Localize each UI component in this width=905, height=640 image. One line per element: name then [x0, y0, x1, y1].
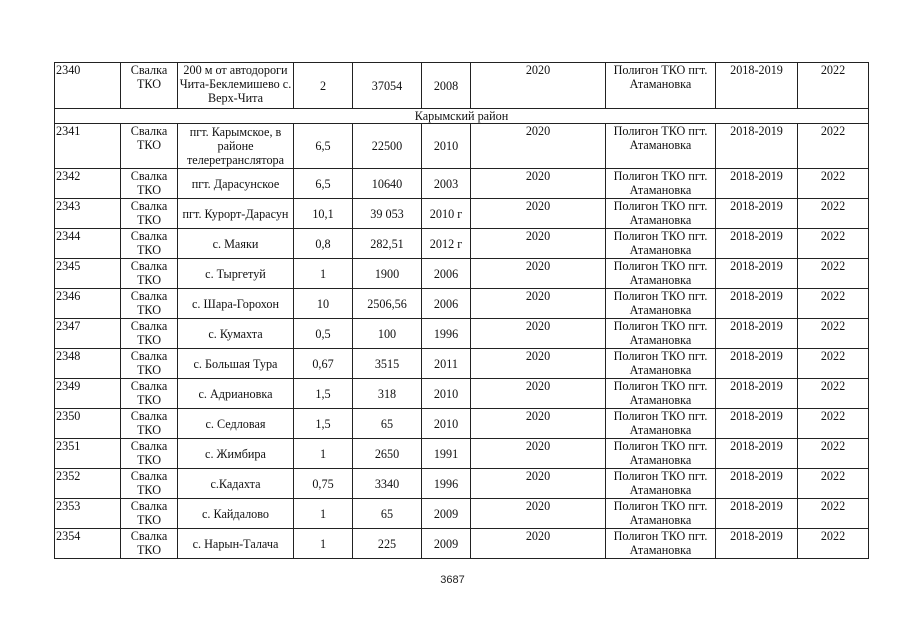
row-number: 2350: [55, 409, 121, 439]
end-year: 2022: [798, 379, 869, 409]
table-row: [55, 379, 869, 409]
end-year: 2022: [798, 229, 869, 259]
target-facility: Полигон ТКО пгт. Атамановка: [606, 529, 716, 559]
object-type: Свалка ТКО: [121, 124, 178, 169]
work-period: 2018-2019: [716, 63, 798, 109]
end-year: 2022: [798, 439, 869, 469]
row-number: 2352: [55, 469, 121, 499]
target-facility: Полигон ТКО пгт. Атамановка: [606, 349, 716, 379]
object-area: 0,5: [294, 319, 353, 349]
target-facility: Полигон ТКО пгт. Атамановка: [606, 199, 716, 229]
closure-year: 2020: [471, 499, 606, 529]
object-volume: 10640: [353, 169, 422, 199]
object-volume: 282,51: [353, 229, 422, 259]
table-row: [55, 124, 869, 169]
section-title: Карымский район: [55, 109, 869, 124]
end-year: 2022: [798, 63, 869, 109]
table-row: [55, 499, 869, 529]
object-type: Свалка ТКО: [121, 349, 178, 379]
object-location: с. Нарын-Талача: [178, 529, 294, 559]
object-location: пгт. Карымское, в районе телеретранслятора: [178, 124, 294, 169]
object-year: 2010: [422, 409, 471, 439]
object-location: с. Шара-Горохон: [178, 289, 294, 319]
work-period: 2018-2019: [716, 199, 798, 229]
work-period: 2018-2019: [716, 319, 798, 349]
object-location: 200 м от автодороги Чита-Беклемишево с. Верх-Чита: [178, 63, 294, 109]
object-area: 6,5: [294, 169, 353, 199]
target-facility: Полигон ТКО пгт. Атамановка: [606, 259, 716, 289]
object-type: Свалка ТКО: [121, 409, 178, 439]
object-year: 1991: [422, 439, 471, 469]
object-type: Свалка ТКО: [121, 529, 178, 559]
object-area: 10: [294, 289, 353, 319]
object-type: Свалка ТКО: [121, 259, 178, 289]
section-row: [55, 109, 869, 124]
object-location: пгт. Курорт-Дарасун: [178, 199, 294, 229]
object-area: 2: [294, 63, 353, 109]
work-period: 2018-2019: [716, 124, 798, 169]
object-year: 2006: [422, 259, 471, 289]
work-period: 2018-2019: [716, 349, 798, 379]
object-year: 2009: [422, 499, 471, 529]
work-period: 2018-2019: [716, 379, 798, 409]
table-row: [55, 63, 869, 109]
object-type: Свалка ТКО: [121, 63, 178, 109]
end-year: 2022: [798, 259, 869, 289]
page-number: 3687: [440, 574, 465, 586]
object-location: с. Большая Тура: [178, 349, 294, 379]
object-volume: 2506,56: [353, 289, 422, 319]
table-row: [55, 439, 869, 469]
end-year: 2022: [798, 169, 869, 199]
object-location: с. Маяки: [178, 229, 294, 259]
object-area: 1,5: [294, 409, 353, 439]
row-number: 2342: [55, 169, 121, 199]
object-type: Свалка ТКО: [121, 169, 178, 199]
object-area: 1: [294, 439, 353, 469]
row-number: 2346: [55, 289, 121, 319]
object-location: пгт. Дарасунское: [178, 169, 294, 199]
work-period: 2018-2019: [716, 229, 798, 259]
closure-year: 2020: [471, 169, 606, 199]
work-period: 2018-2019: [716, 289, 798, 319]
object-area: 0,8: [294, 229, 353, 259]
target-facility: Полигон ТКО пгт. Атамановка: [606, 124, 716, 169]
target-facility: Полигон ТКО пгт. Атамановка: [606, 409, 716, 439]
closure-year: 2020: [471, 469, 606, 499]
work-period: 2018-2019: [716, 169, 798, 199]
object-location: с. Кайдалово: [178, 499, 294, 529]
closure-year: 2020: [471, 349, 606, 379]
object-volume: 65: [353, 409, 422, 439]
table-row: [55, 529, 869, 559]
row-number: 2340: [55, 63, 121, 109]
object-location: с. Седловая: [178, 409, 294, 439]
end-year: 2022: [798, 469, 869, 499]
object-volume: 1900: [353, 259, 422, 289]
table-body: [55, 124, 869, 559]
closure-year: 2020: [471, 229, 606, 259]
object-year: 1996: [422, 319, 471, 349]
target-facility: Полигон ТКО пгт. Атамановка: [606, 229, 716, 259]
object-volume: 3515: [353, 349, 422, 379]
end-year: 2022: [798, 319, 869, 349]
target-facility: Полигон ТКО пгт. Атамановка: [606, 169, 716, 199]
object-year: 1996: [422, 469, 471, 499]
closure-year: 2020: [471, 439, 606, 469]
object-volume: 100: [353, 319, 422, 349]
closure-year: 2020: [471, 319, 606, 349]
target-facility: Полигон ТКО пгт. Атамановка: [606, 289, 716, 319]
work-period: 2018-2019: [716, 409, 798, 439]
table-row: [55, 349, 869, 379]
object-volume: 65: [353, 499, 422, 529]
target-facility: Полигон ТКО пгт. Атамановка: [606, 63, 716, 109]
object-volume: 3340: [353, 469, 422, 499]
target-facility: Полигон ТКО пгт. Атамановка: [606, 319, 716, 349]
table-row: [55, 169, 869, 199]
object-year: 2012 г: [422, 229, 471, 259]
object-area: 1: [294, 529, 353, 559]
closure-year: 2020: [471, 529, 606, 559]
table-row: [55, 199, 869, 229]
end-year: 2022: [798, 529, 869, 559]
closure-year: 2020: [471, 379, 606, 409]
closure-year: 2020: [471, 199, 606, 229]
target-facility: Полигон ТКО пгт. Атамановка: [606, 469, 716, 499]
target-facility: Полигон ТКО пгт. Атамановка: [606, 439, 716, 469]
object-volume: 318: [353, 379, 422, 409]
row-number: 2345: [55, 259, 121, 289]
object-location: с.Кадахта: [178, 469, 294, 499]
row-number: 2343: [55, 199, 121, 229]
table-row: [55, 229, 869, 259]
object-year: 2010: [422, 124, 471, 169]
row-number: 2347: [55, 319, 121, 349]
row-number: 2341: [55, 124, 121, 169]
closure-year: 2020: [471, 409, 606, 439]
object-type: Свалка ТКО: [121, 289, 178, 319]
row-number: 2353: [55, 499, 121, 529]
object-volume: 22500: [353, 124, 422, 169]
object-location: с. Адриановка: [178, 379, 294, 409]
row-number: 2349: [55, 379, 121, 409]
object-year: 2010: [422, 379, 471, 409]
object-year: 2009: [422, 529, 471, 559]
closure-year: 2020: [471, 289, 606, 319]
object-year: 2006: [422, 289, 471, 319]
target-facility: Полигон ТКО пгт. Атамановка: [606, 379, 716, 409]
end-year: 2022: [798, 199, 869, 229]
object-area: 10,1: [294, 199, 353, 229]
work-period: 2018-2019: [716, 469, 798, 499]
work-period: 2018-2019: [716, 439, 798, 469]
object-type: Свалка ТКО: [121, 229, 178, 259]
target-facility: Полигон ТКО пгт. Атамановка: [606, 499, 716, 529]
end-year: 2022: [798, 349, 869, 379]
object-type: Свалка ТКО: [121, 379, 178, 409]
object-volume: 225: [353, 529, 422, 559]
end-year: 2022: [798, 124, 869, 169]
object-year: 2003: [422, 169, 471, 199]
object-volume: 37054: [353, 63, 422, 109]
table-row: [55, 409, 869, 439]
table-row: [55, 319, 869, 349]
object-volume: 2650: [353, 439, 422, 469]
object-type: Свалка ТКО: [121, 499, 178, 529]
object-type: Свалка ТКО: [121, 199, 178, 229]
object-type: Свалка ТКО: [121, 319, 178, 349]
end-year: 2022: [798, 409, 869, 439]
object-volume: 39 053: [353, 199, 422, 229]
closure-year: 2020: [471, 63, 606, 109]
object-area: 0,67: [294, 349, 353, 379]
object-location: с. Жимбира: [178, 439, 294, 469]
object-area: 0,75: [294, 469, 353, 499]
work-period: 2018-2019: [716, 259, 798, 289]
table-row: [55, 469, 869, 499]
object-location: с. Кумахта: [178, 319, 294, 349]
object-area: 1: [294, 499, 353, 529]
object-year: 2010 г: [422, 199, 471, 229]
object-year: 2011: [422, 349, 471, 379]
landfill-table: [54, 62, 869, 559]
work-period: 2018-2019: [716, 499, 798, 529]
object-type: Свалка ТКО: [121, 469, 178, 499]
object-area: 1,5: [294, 379, 353, 409]
row-number: 2351: [55, 439, 121, 469]
table-row: [55, 289, 869, 319]
work-period: 2018-2019: [716, 529, 798, 559]
closure-year: 2020: [471, 124, 606, 169]
row-number: 2348: [55, 349, 121, 379]
table-row: [55, 259, 869, 289]
object-area: 6,5: [294, 124, 353, 169]
object-location: с. Тыргетуй: [178, 259, 294, 289]
object-year: 2008: [422, 63, 471, 109]
closure-year: 2020: [471, 259, 606, 289]
row-number: 2344: [55, 229, 121, 259]
object-area: 1: [294, 259, 353, 289]
row-number: 2354: [55, 529, 121, 559]
object-type: Свалка ТКО: [121, 439, 178, 469]
end-year: 2022: [798, 289, 869, 319]
end-year: 2022: [798, 499, 869, 529]
